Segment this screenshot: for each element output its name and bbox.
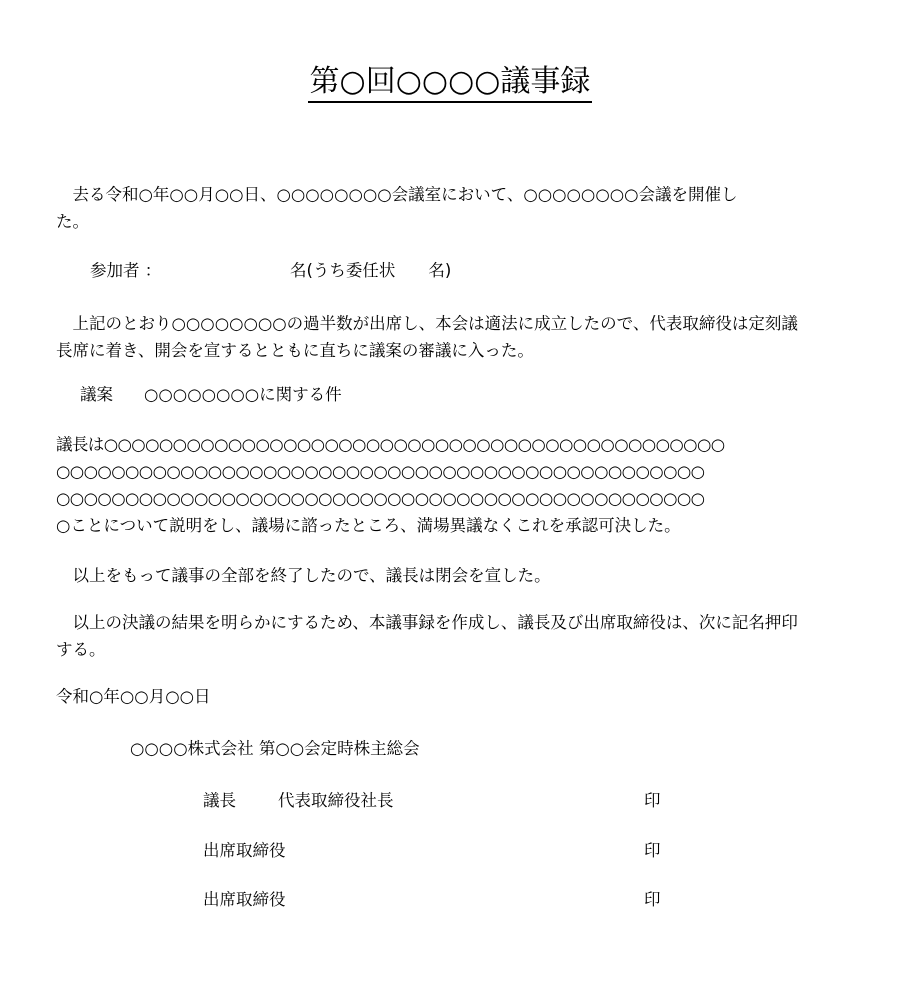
quorum-line-2: 長席に着き、開会を宣するとともに直ちに議案の審議に入った。 [56, 341, 534, 360]
signature-role-2: 出席取締役 [203, 841, 286, 860]
record-line-1: 以上の決議の結果を明らかにするため、本議事録を作成し、議長及び出席取締役は、次に記名押印 [56, 613, 798, 632]
meeting-name: ○○○○株式会社 第○○会定時株主総会 [130, 739, 420, 758]
seal-mark-2: 印 [644, 841, 661, 860]
deliberation-paragraph [56, 431, 856, 539]
seal-mark-3: 印 [644, 890, 661, 909]
signature-role-3: 出席取締役 [203, 890, 286, 909]
closing-statement: 以上をもって議事の全部を終了したので、議長は閉会を宣した。 [56, 566, 551, 585]
opening-paragraph [56, 181, 856, 235]
deliberation-line-1: 議長は○○○○○○○○○○○○○○○○○○○○○○○○○○○○○○○○○○○○○○○○○○○○○ [56, 435, 725, 454]
document-title-text: 第○回○○○○議事録 [308, 64, 593, 103]
attendees-count: 名(うち委任状 名) [290, 261, 452, 280]
document-title [0, 62, 900, 103]
signature-title-1: 代表取締役社長 [278, 791, 394, 810]
deliberation-line-2: ○○○○○○○○○○○○○○○○○○○○○○○○○○○○○○○○○○○○○○○○○○○○○○○ [56, 462, 705, 481]
agenda-label: 議案 [80, 385, 113, 404]
seal-mark-1: 印 [644, 791, 661, 810]
quorum-line-1: 上記のとおり○○○○○○○○の過半数が出席し、本会は適法に成立したので、代表取締役は定刻議 [56, 314, 798, 333]
quorum-paragraph [56, 310, 856, 364]
record-line-2: する。 [56, 640, 106, 659]
attendees-label: 参加者 ： [90, 261, 162, 280]
document-date: 令和○年○○月○○日 [56, 687, 211, 706]
record-paragraph [56, 609, 856, 663]
signature-role-1: 議長 [203, 791, 236, 810]
opening-line-2: た。 [56, 212, 89, 231]
deliberation-line-4: ○ことについて説明をし、議場に諮ったところ、満場異議なくこれを承認可決した。 [56, 516, 681, 535]
agenda-text: ○○○○○○○○に関する件 [144, 385, 342, 404]
deliberation-line-3: ○○○○○○○○○○○○○○○○○○○○○○○○○○○○○○○○○○○○○○○○○○○○○○○ [56, 489, 705, 508]
opening-line-1: 去る令和○年○○月○○日、○○○○○○○○会議室において、○○○○○○○○会議を開催し [56, 185, 738, 204]
